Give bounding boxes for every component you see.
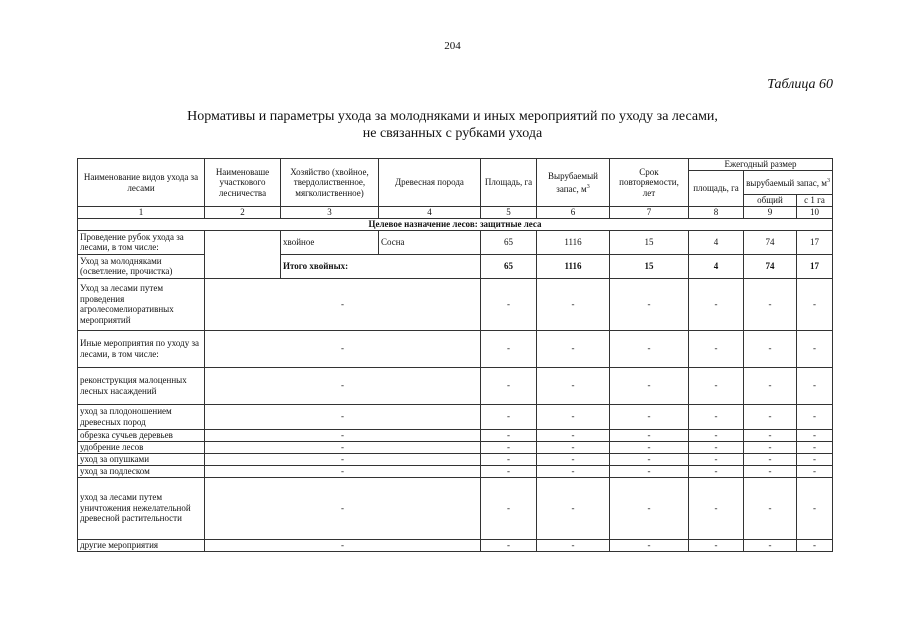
dash-cell: - xyxy=(610,278,689,330)
row-name: уход за подлеском xyxy=(78,465,205,477)
dash-cell: - xyxy=(610,404,689,429)
dash-cell: - xyxy=(797,539,833,551)
table-row xyxy=(78,453,833,465)
row-name: уход за плодоношением древесных пород xyxy=(78,404,205,429)
table-title xyxy=(0,108,905,142)
header-forestry: Наименоваше участкового лесничества xyxy=(205,159,281,207)
dash-cell: - xyxy=(744,441,797,453)
dash-cell: - xyxy=(797,367,833,404)
column-number: 6 xyxy=(537,207,610,219)
row-name: обрезка сучьев деревьев xyxy=(78,429,205,441)
column-number: 5 xyxy=(481,207,537,219)
dash-cell: - xyxy=(205,330,481,367)
header-annual-stock-text: вырубаемый запас, м xyxy=(746,178,827,189)
row-annual-per-ha: 17 xyxy=(797,230,833,254)
column-number: 10 xyxy=(797,207,833,219)
dash-cell: - xyxy=(537,278,610,330)
dash-cell: - xyxy=(744,453,797,465)
header-farm: Хозяйство (хвойное, твердолиственное, мягколиственное) xyxy=(281,159,379,207)
dash-cell: - xyxy=(689,477,744,539)
column-number: 7 xyxy=(610,207,689,219)
header-annual-total: общий xyxy=(744,195,797,207)
dash-cell: - xyxy=(205,278,481,330)
table-row xyxy=(78,254,833,278)
row-area: 65 xyxy=(481,230,537,254)
dash-cell: - xyxy=(610,367,689,404)
header-stock-sup: 3 xyxy=(586,183,590,190)
row-name: удобрение лесов xyxy=(78,441,205,453)
header-name: Наименование видов ухода за лесами xyxy=(78,159,205,207)
total-area: 65 xyxy=(481,254,537,278)
row-name: Проведение рубок ухода за лесами, в том числе: xyxy=(78,230,205,254)
total-annual-per-ha: 17 xyxy=(797,254,833,278)
dash-cell: - xyxy=(689,367,744,404)
dash-cell: - xyxy=(610,465,689,477)
dash-cell: - xyxy=(797,404,833,429)
dash-cell: - xyxy=(744,278,797,330)
header-area: Площадь, га xyxy=(481,159,537,207)
column-numbers-row xyxy=(78,207,833,219)
header-species: Древесная порода xyxy=(379,159,481,207)
dash-cell: - xyxy=(481,453,537,465)
total-annual-total: 74 xyxy=(744,254,797,278)
dash-cell: - xyxy=(537,330,610,367)
table-row xyxy=(78,539,833,551)
dash-cell: - xyxy=(481,429,537,441)
table-row xyxy=(78,278,833,330)
dash-cell: - xyxy=(205,477,481,539)
dash-cell: - xyxy=(744,330,797,367)
table-row xyxy=(78,404,833,429)
row-name: другие мероприятия xyxy=(78,539,205,551)
dash-cell: - xyxy=(689,330,744,367)
dash-cell: - xyxy=(797,330,833,367)
dash-cell: - xyxy=(205,539,481,551)
dash-cell: - xyxy=(689,465,744,477)
dash-cell: - xyxy=(205,367,481,404)
dash-cell: - xyxy=(205,441,481,453)
dash-cell: - xyxy=(537,429,610,441)
row-annual-area: 4 xyxy=(689,230,744,254)
dash-cell: - xyxy=(797,465,833,477)
dash-cell: - xyxy=(537,453,610,465)
table-row xyxy=(78,441,833,453)
dash-cell: - xyxy=(481,465,537,477)
total-label: Итого хвойных: xyxy=(281,254,481,278)
dash-cell: - xyxy=(689,441,744,453)
table-row xyxy=(78,465,833,477)
column-number: 4 xyxy=(379,207,481,219)
table-row xyxy=(78,477,833,539)
header-annual-area: площадь, га xyxy=(689,171,744,207)
header-period: Срок повторяемости, лет xyxy=(610,159,689,207)
table-row xyxy=(78,230,833,254)
header-annual-stock-sup: 3 xyxy=(826,178,830,185)
section-title: Целевое назначение лесов: защитные леса xyxy=(78,218,833,230)
table-row xyxy=(78,330,833,367)
dash-cell: - xyxy=(797,429,833,441)
dash-cell: - xyxy=(537,465,610,477)
row-stock: 1116 xyxy=(537,230,610,254)
dash-cell: - xyxy=(797,278,833,330)
dash-cell: - xyxy=(481,404,537,429)
column-number: 3 xyxy=(281,207,379,219)
table-row xyxy=(78,367,833,404)
dash-cell: - xyxy=(797,453,833,465)
dash-cell: - xyxy=(537,539,610,551)
row-name: Иные мероприятия по уходу за лесами, в том числе: xyxy=(78,330,205,367)
dash-cell: - xyxy=(610,429,689,441)
dash-cell: - xyxy=(689,539,744,551)
row-name: уход за лесами путем уничтожения нежелательной древесной растительности xyxy=(78,477,205,539)
column-number: 2 xyxy=(205,207,281,219)
dash-cell: - xyxy=(610,539,689,551)
dash-cell: - xyxy=(797,441,833,453)
dash-cell: - xyxy=(537,477,610,539)
dash-cell: - xyxy=(537,404,610,429)
header-annual: Ежегодный размер xyxy=(689,159,833,171)
dash-cell: - xyxy=(744,477,797,539)
row-name: реконструкция малоценных лесных насаждений xyxy=(78,367,205,404)
dash-cell: - xyxy=(537,367,610,404)
dash-cell: - xyxy=(481,539,537,551)
row-name: Уход за лесами путем проведения агролесомелиоративных мероприятий xyxy=(78,278,205,330)
row-farm: хвойное xyxy=(281,230,379,254)
dash-cell: - xyxy=(481,330,537,367)
norms-table xyxy=(77,158,833,552)
dash-cell: - xyxy=(537,441,610,453)
header-annual-per-ha: с 1 га xyxy=(797,195,833,207)
dash-cell: - xyxy=(205,404,481,429)
dash-cell: - xyxy=(205,429,481,441)
dash-cell: - xyxy=(744,367,797,404)
dash-cell: - xyxy=(610,453,689,465)
dash-cell: - xyxy=(205,453,481,465)
dash-cell: - xyxy=(689,278,744,330)
dash-cell: - xyxy=(689,429,744,441)
dash-cell: - xyxy=(481,477,537,539)
title-line-1: Нормативы и параметры ухода за молодняками и иных мероприятий по уходу за лесами, xyxy=(187,109,718,124)
dash-cell: - xyxy=(744,539,797,551)
column-number: 1 xyxy=(78,207,205,219)
dash-cell: - xyxy=(744,404,797,429)
table-row xyxy=(78,429,833,441)
header-stock xyxy=(537,159,610,207)
total-period: 15 xyxy=(610,254,689,278)
dash-cell: - xyxy=(744,465,797,477)
column-number: 9 xyxy=(744,207,797,219)
dash-cell: - xyxy=(205,465,481,477)
total-annual-area: 4 xyxy=(689,254,744,278)
page-number: 204 xyxy=(444,40,461,52)
title-line-2: не связанных с рубками ухода xyxy=(362,126,543,141)
header-annual-stock xyxy=(744,171,833,195)
table-label: Таблица 60 xyxy=(767,77,833,92)
dash-cell: - xyxy=(689,453,744,465)
row-annual-total: 74 xyxy=(744,230,797,254)
column-number: 8 xyxy=(689,207,744,219)
header-stock-text: Вырубаемый запас, м xyxy=(548,170,598,194)
row-name: уход за опушками xyxy=(78,453,205,465)
row-name: Уход за молодняками (осветление, прочистка) xyxy=(78,254,205,278)
dash-cell: - xyxy=(689,404,744,429)
dash-cell: - xyxy=(481,367,537,404)
dash-cell: - xyxy=(610,330,689,367)
row-period: 15 xyxy=(610,230,689,254)
dash-cell: - xyxy=(610,441,689,453)
dash-cell: - xyxy=(744,429,797,441)
row-forestry xyxy=(205,230,281,278)
dash-cell: - xyxy=(481,278,537,330)
dash-cell: - xyxy=(610,477,689,539)
total-stock: 1116 xyxy=(537,254,610,278)
dash-cell: - xyxy=(797,477,833,539)
row-species: Сосна xyxy=(379,230,481,254)
dash-cell: - xyxy=(481,441,537,453)
